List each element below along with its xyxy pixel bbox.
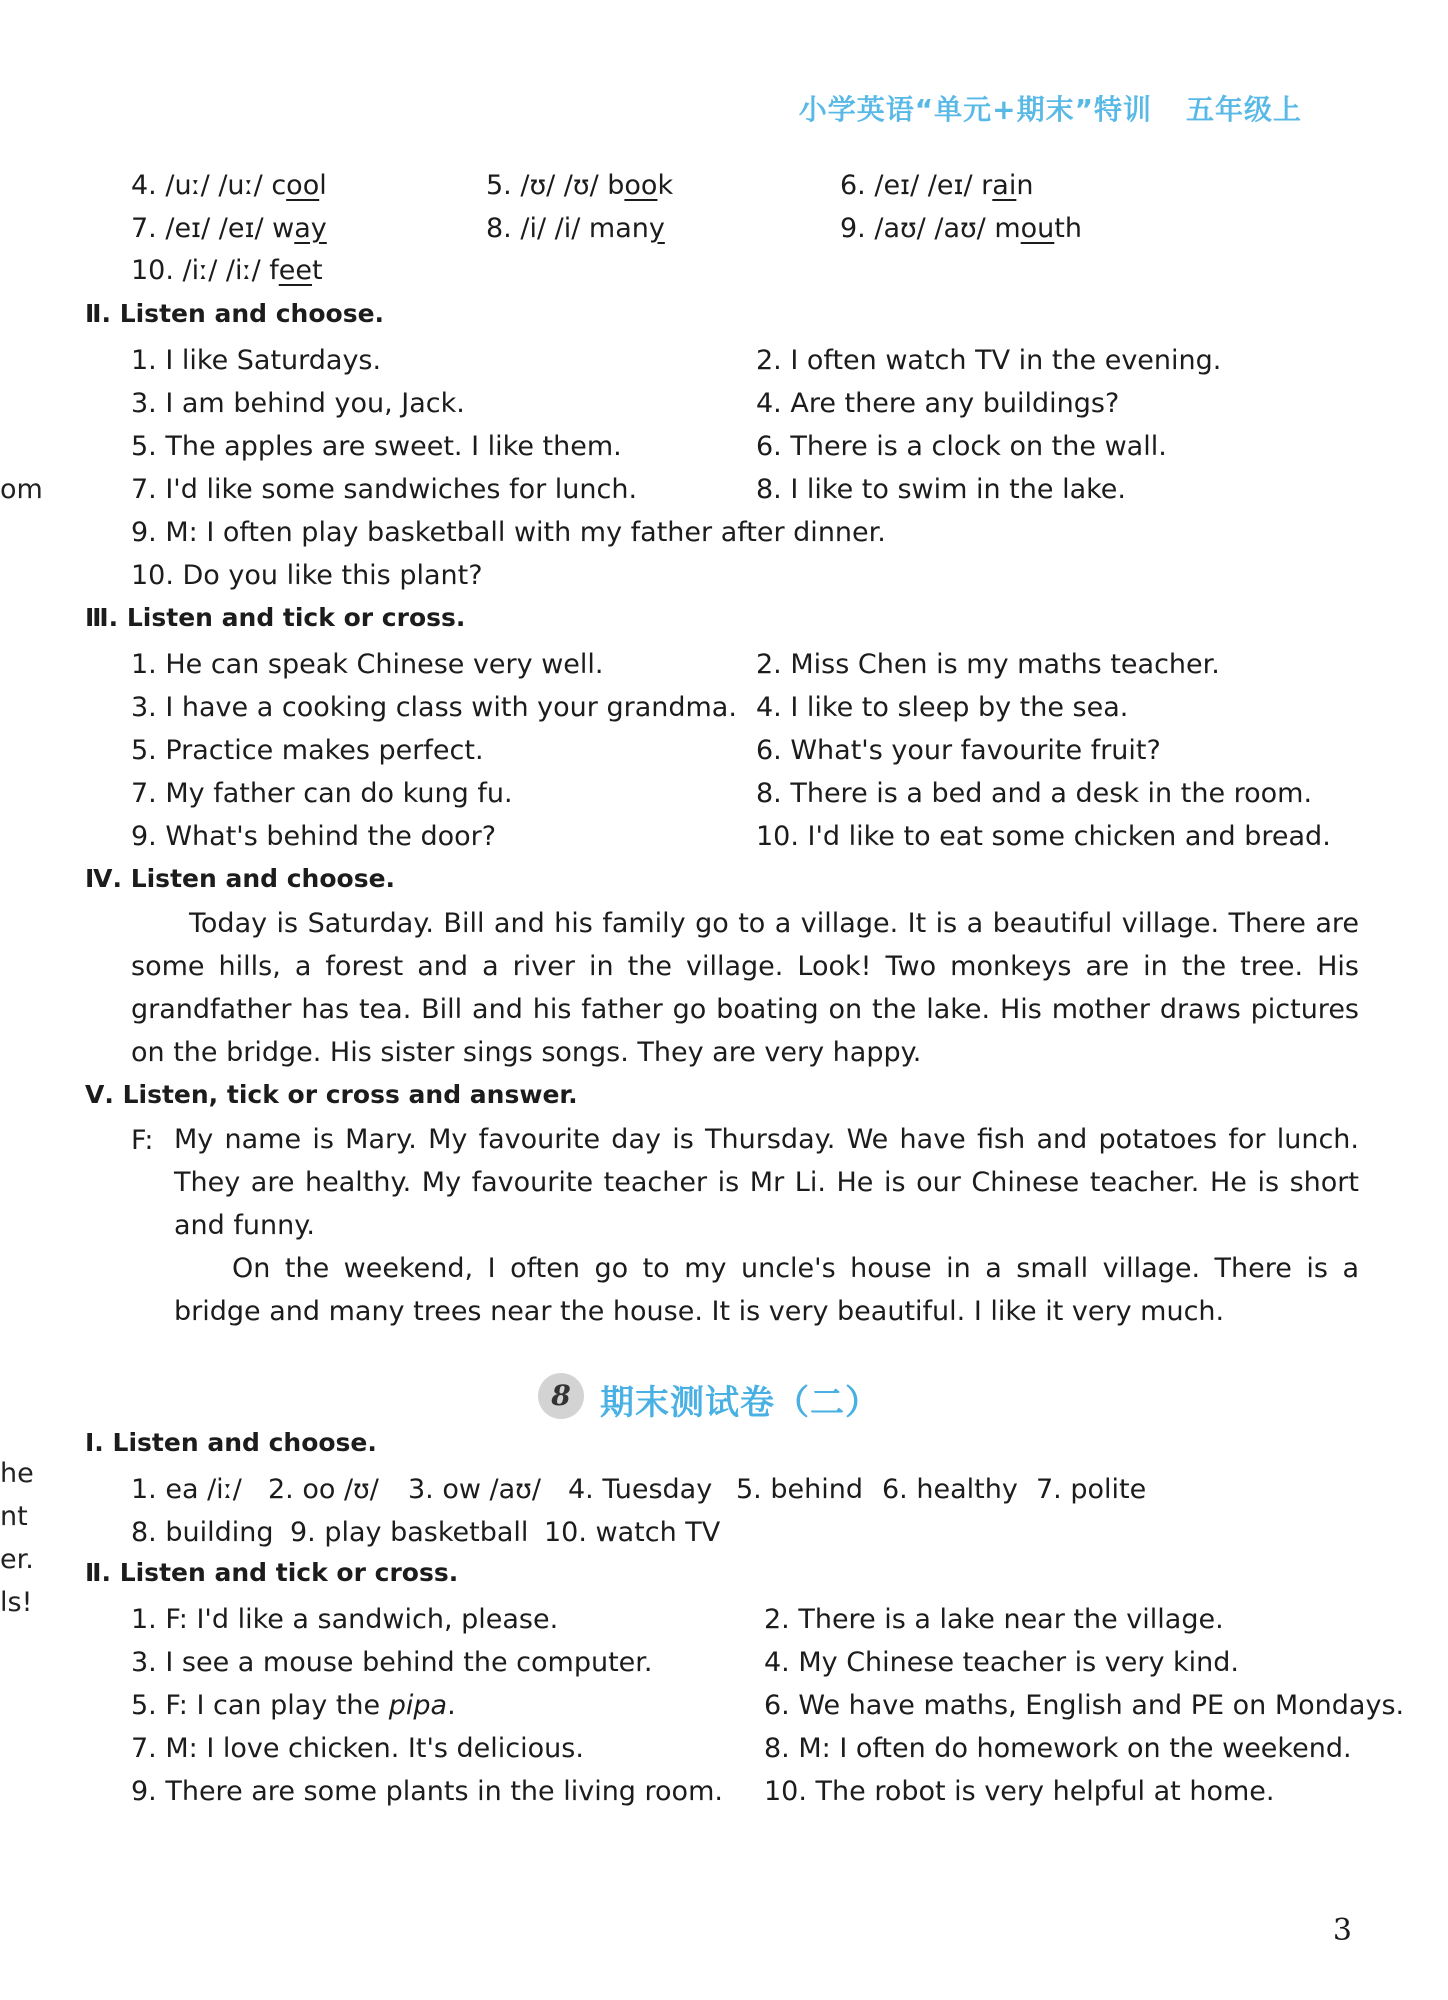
list-item: 1. ea /iː/ <box>131 1474 242 1505</box>
list-item: 1. I like Saturdays. <box>131 345 382 376</box>
list-item: 9. There are some plants in the living room. <box>131 1776 723 1807</box>
phonics-item: 9. /aʊ/ /aʊ/ mouth <box>840 213 1082 244</box>
list-item: 10. watch TV <box>544 1517 721 1548</box>
list-item: 7. My father can do kung fu. <box>131 778 513 809</box>
margin-fragment: om <box>0 474 43 505</box>
section-heading: Ⅰ. Listen and choose. <box>85 1428 377 1457</box>
exam-title: 期末测试卷（二） <box>600 1383 880 1423</box>
list-item: 4. I like to sleep by the sea. <box>756 692 1129 723</box>
header-grade: 五年级上 <box>1185 93 1302 126</box>
section-heading: Ⅴ. Listen, tick or cross and answer. <box>85 1080 578 1109</box>
dialogue-paragraph: My name is Mary. My favourite day is Thursday. We have fish and potatoes for lunch. They are healthy. My favourite teacher is Mr Li. He is our Chinese teacher. He is short and funny. <box>174 1124 1359 1241</box>
margin-fragment: ls! <box>0 1587 33 1618</box>
section-heading: Ⅲ. Listen and tick or cross. <box>85 603 466 632</box>
list-item: 8. building <box>131 1517 274 1548</box>
phonics-item: 4. /uː/ /uː/ cool <box>131 170 327 201</box>
list-item: 5. F: I can play the pipa. <box>131 1690 456 1721</box>
list-item: 2. oo /ʊ/ <box>268 1474 379 1505</box>
list-item: 9. M: I often play basketball with my father after dinner. <box>131 517 886 548</box>
list-item: 6. healthy <box>882 1474 1018 1505</box>
list-item: 8. I like to swim in the lake. <box>756 474 1126 505</box>
list-item: 6. What's your favourite fruit? <box>756 735 1161 766</box>
list-item: 10. The robot is very helpful at home. <box>764 1776 1275 1807</box>
page-number: 3 <box>1332 1913 1352 1948</box>
list-item: 2. I often watch TV in the evening. <box>756 345 1222 376</box>
phonics-item: 10. /iː/ /iː/ feet <box>131 255 323 286</box>
list-item: 6. We have maths, English and PE on Mondays. <box>764 1690 1405 1721</box>
list-item: 10. I'd like to eat some chicken and bread. <box>756 821 1331 852</box>
header-book-title: 小学英语“单元+期末”特训 <box>798 93 1152 126</box>
phonics-item: 8. /i/ /i/ many <box>486 213 665 244</box>
list-item: 9. play basketball <box>290 1517 529 1548</box>
list-item: 6. There is a clock on the wall. <box>756 431 1167 462</box>
list-item: 9. What's behind the door? <box>131 821 497 852</box>
list-item: 3. I am behind you, Jack. <box>131 388 465 419</box>
dialogue-paragraph: On the weekend, I often go to my uncle's house in a small village. There is a bridge and many trees near the house. It is very beautiful. I like it very much. <box>174 1253 1359 1327</box>
list-item: 1. F: I'd like a sandwich, please. <box>131 1604 559 1635</box>
list-item: 8. M: I often do homework on the weekend. <box>764 1733 1352 1764</box>
running-header <box>799 88 1302 128</box>
section-heading: Ⅱ. Listen and tick or cross. <box>85 1558 459 1587</box>
section-heading: Ⅳ. Listen and choose. <box>85 864 396 893</box>
list-item: 4. Tuesday <box>568 1474 713 1505</box>
list-item: 5. behind <box>736 1474 863 1505</box>
list-item: 3. I have a cooking class with your grandma. <box>131 692 737 723</box>
list-item: 3. I see a mouse behind the computer. <box>131 1647 653 1678</box>
list-item: 5. The apples are sweet. I like them. <box>131 431 622 462</box>
list-item: 7. polite <box>1036 1474 1147 1505</box>
phonics-item: 5. /ʊ/ /ʊ/ book <box>486 170 674 201</box>
listening-passage: Today is Saturday. Bill and his family go to a village. It is a beautiful village. There are some hills, a forest and a river in the village. Look! Two monkeys are in the tree. His grandfather has tea. Bill and his father go boating on the lake. His mother draws pictures on the bridge. His sister sings songs. They are very happy. <box>131 908 1359 1068</box>
phonics-item: 6. /eɪ/ /eɪ/ rain <box>840 170 1034 201</box>
list-item: 2. Miss Chen is my maths teacher. <box>756 649 1220 680</box>
list-item: 8. There is a bed and a desk in the room. <box>756 778 1313 809</box>
list-item: 2. There is a lake near the village. <box>764 1604 1224 1635</box>
margin-fragment: nt <box>0 1501 28 1532</box>
list-item: 4. Are there any buildings? <box>756 388 1120 419</box>
list-item: 1. He can speak Chinese very well. <box>131 649 604 680</box>
list-item: 10. Do you like this plant? <box>131 560 483 591</box>
list-item: 3. ow /aʊ/ <box>408 1474 541 1505</box>
exam-number-badge: 8 <box>538 1373 584 1419</box>
list-item: 7. M: I love chicken. It's delicious. <box>131 1733 584 1764</box>
margin-fragment: he <box>0 1458 34 1489</box>
list-item: 7. I'd like some sandwiches for lunch. <box>131 474 638 505</box>
margin-fragment: er. <box>0 1544 34 1575</box>
list-item: 5. Practice makes perfect. <box>131 735 484 766</box>
phonics-item: 7. /eɪ/ /eɪ/ way <box>131 213 327 244</box>
section-heading: Ⅱ. Listen and choose. <box>85 299 385 328</box>
list-item: 4. My Chinese teacher is very kind. <box>764 1647 1240 1678</box>
speaker-label: F: <box>131 1125 154 1156</box>
